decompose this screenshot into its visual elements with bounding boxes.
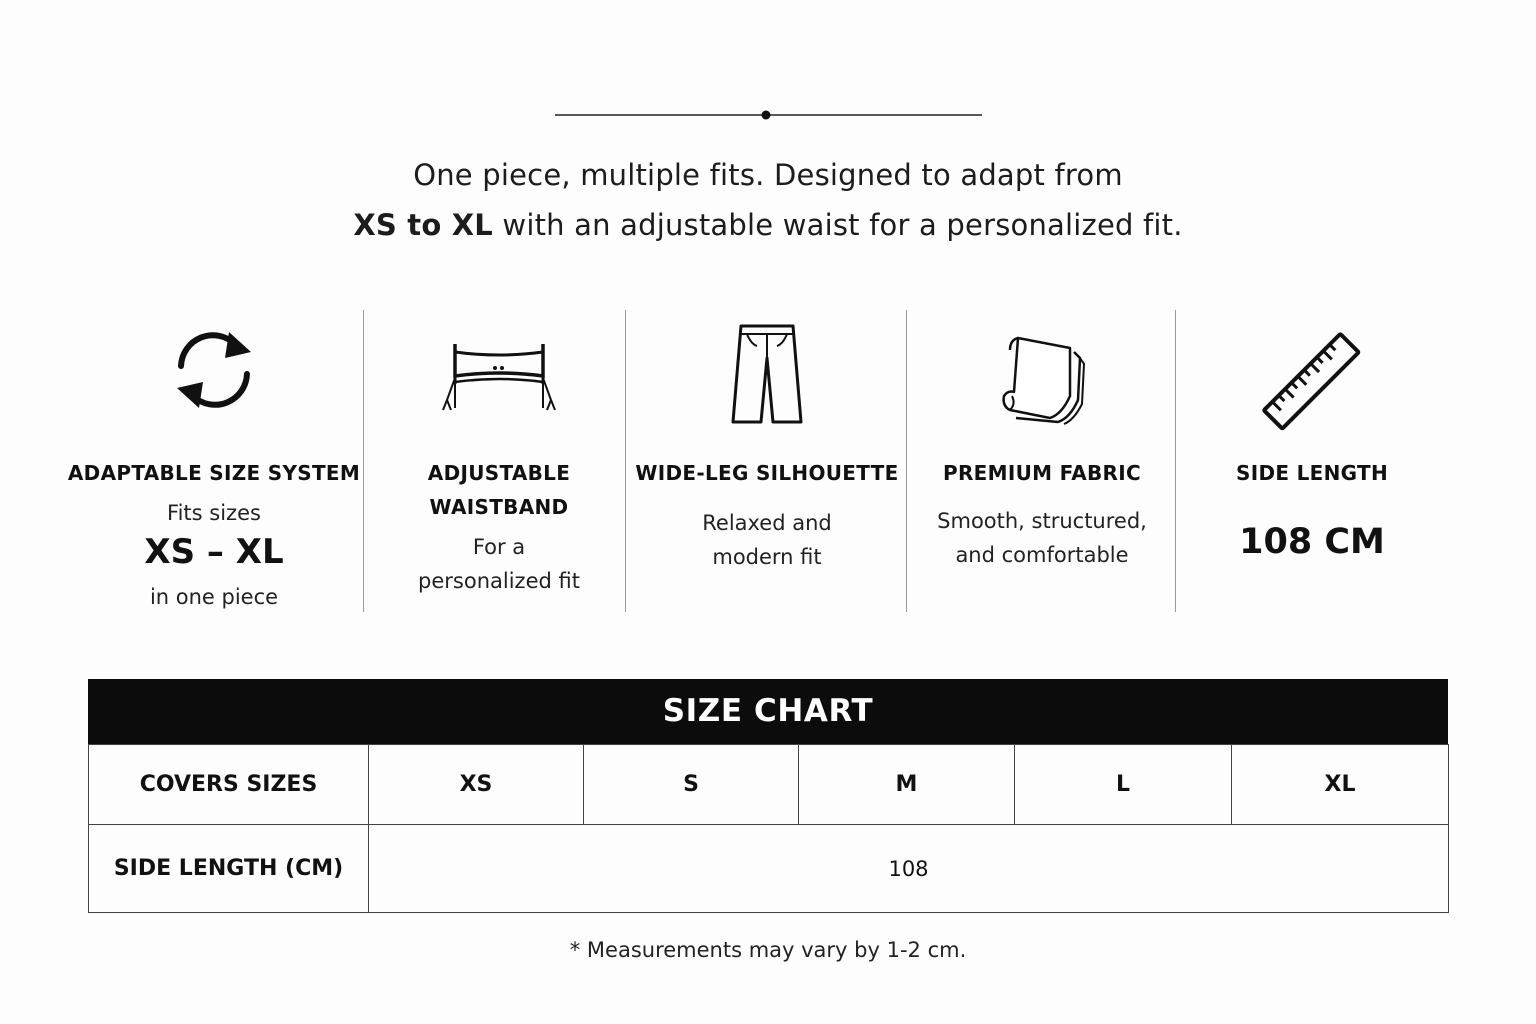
feature-title: PREMIUM FABRIC: [943, 461, 1141, 485]
measurement-note: * Measurements may vary by 1-2 cm.: [569, 938, 967, 962]
fabric-roll-icon: [994, 334, 1090, 426]
feature-title-line-2: WAISTBAND: [429, 495, 569, 519]
feature-desc-top: Fits sizes: [167, 501, 261, 525]
feature-side-length: [1178, 310, 1446, 612]
feature-adaptable-size: [66, 310, 362, 612]
intro-size-range: XS to XL: [353, 208, 493, 242]
intro-line-2: [0, 200, 1536, 250]
section-divider: [555, 108, 982, 122]
feature-title-line-1: ADJUSTABLE: [427, 461, 571, 485]
ruler-icon: [1260, 328, 1364, 436]
feature-title: ADAPTABLE SIZE SYSTEM: [67, 461, 361, 485]
feature-desc-bottom: in one piece: [149, 585, 279, 609]
size-chart-title: SIZE CHART: [88, 679, 1448, 744]
intro-line-2-text: with an adjustable waist for a personalized fit.: [492, 208, 1183, 242]
feature-adjustable-waistband: [366, 310, 632, 612]
feature-desc: [910, 504, 1174, 572]
size-cell: L: [1015, 745, 1232, 825]
feature-wide-leg: [628, 310, 906, 612]
size-cell: XL: [1232, 745, 1449, 825]
intro-text: [0, 150, 1536, 250]
feature-desc-line: personalized fit: [418, 569, 580, 593]
feature-premium-fabric: [910, 310, 1174, 612]
side-length-cell: 108: [369, 825, 1449, 913]
size-chart-table: [88, 744, 1449, 913]
size-cell: XS: [369, 745, 584, 825]
waistband-icon: [437, 338, 561, 418]
feature-desc-line: For a: [472, 535, 526, 559]
side-length-value: 108 CM: [1239, 522, 1385, 562]
feature-desc-line: modern fit: [712, 545, 822, 569]
feature-title: SIDE LENGTH: [1236, 461, 1388, 485]
feature-title: WIDE-LEG SILHOUETTE: [635, 461, 899, 485]
intro-line-1: One piece, multiple fits. Designed to adapt from: [413, 158, 1123, 192]
feature-list: [66, 310, 1446, 612]
size-cell: S: [584, 745, 799, 825]
size-chart: [88, 679, 1448, 913]
feature-desc: [366, 530, 632, 598]
row-header-side-length: SIDE LENGTH (CM): [89, 825, 369, 913]
feature-desc: [628, 506, 906, 574]
wide-leg-pants-icon: [727, 322, 807, 426]
row-header-covers-sizes: COVERS SIZES: [89, 745, 369, 825]
feature-desc-line: Smooth, structured,: [937, 509, 1147, 533]
feature-desc-line: and comfortable: [955, 543, 1129, 567]
table-row: [89, 825, 1449, 913]
size-cell: M: [799, 745, 1015, 825]
feature-desc-line: Relaxed and: [702, 511, 832, 535]
feature-size-range: XS – XL: [144, 532, 284, 572]
table-row: [89, 745, 1449, 825]
refresh-arrows-icon: [169, 324, 259, 416]
